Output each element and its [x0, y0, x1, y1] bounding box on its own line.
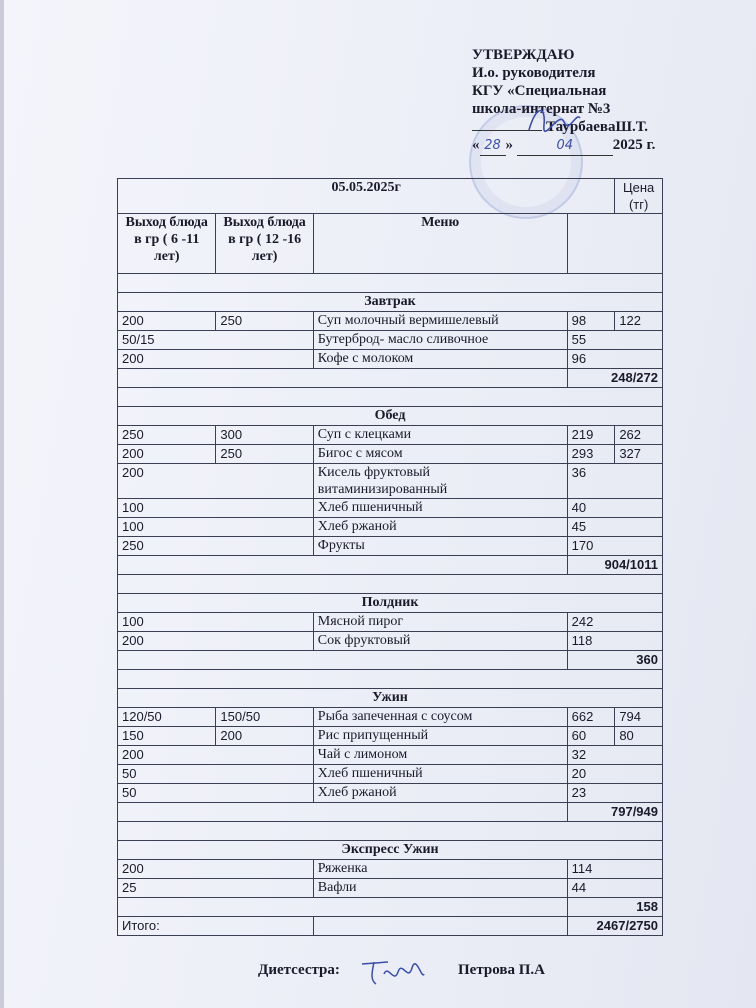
col-yield-junior-header: Выход блюда в гр ( 6 -11 лет) — [118, 214, 216, 274]
col-price-header-empty — [567, 214, 662, 274]
price-junior: 219 — [567, 426, 615, 445]
quote-close: » — [505, 137, 513, 153]
table-row — [118, 708, 663, 727]
table-row — [118, 860, 663, 879]
price-junior: 662 — [567, 708, 615, 727]
table-date-row — [118, 179, 663, 214]
yield-junior: 25 — [118, 879, 314, 898]
yield-junior: 200 — [118, 632, 314, 651]
yield-junior: 100 — [118, 518, 314, 537]
section-total: 360 — [567, 651, 662, 670]
total-spacer — [118, 556, 568, 575]
section-total-row — [118, 556, 663, 575]
yield-senior: 200 — [216, 727, 313, 746]
yield-junior: 250 — [118, 537, 314, 556]
price-junior: 55 — [567, 331, 662, 350]
yield-senior: 250 — [216, 445, 313, 464]
price-senior: 80 — [615, 727, 663, 746]
dish-name: Хлеб пшеничный — [313, 765, 567, 784]
section-title: Ужин — [118, 689, 663, 708]
price-junior: 118 — [567, 632, 662, 651]
section-total-row — [118, 898, 663, 917]
dish-name: Вафли — [313, 879, 567, 898]
total-spacer — [118, 369, 568, 388]
dietitian-signature — [358, 954, 428, 990]
dish-name: Кофе с молоком — [313, 350, 567, 369]
dish-name: Хлеб ржаной — [313, 784, 567, 803]
section-total: 248/272 — [567, 369, 662, 388]
col-yield-senior-header: Выход блюда в гр ( 12 -16 лет) — [216, 214, 313, 274]
yield-junior: 150 — [118, 727, 216, 746]
price-senior: 262 — [615, 426, 663, 445]
yield-senior: 150/50 — [216, 708, 313, 727]
table-row — [118, 312, 663, 331]
price-junior: 36 — [567, 464, 662, 499]
price-junior: 96 — [567, 350, 662, 369]
price-senior: 122 — [615, 312, 663, 331]
footer-name: Петрова П.А — [458, 962, 545, 978]
yield-senior: 300 — [216, 426, 313, 445]
table-row — [118, 727, 663, 746]
table-row — [118, 765, 663, 784]
document-sheet — [4, 0, 756, 1008]
dish-name: Бутерброд- масло сливочное — [313, 331, 567, 350]
price-junior: 60 — [567, 727, 615, 746]
total-spacer — [118, 803, 568, 822]
section-total: 797/949 — [567, 803, 662, 822]
table-row — [118, 879, 663, 898]
yield-junior: 200 — [118, 350, 314, 369]
spacer-cell — [118, 575, 663, 594]
table-row — [118, 537, 663, 556]
table-row — [118, 445, 663, 464]
approval-org: КГУ «Специальная — [472, 83, 607, 99]
price-junior: 242 — [567, 613, 662, 632]
section-row — [118, 594, 663, 613]
price-junior: 40 — [567, 499, 662, 518]
grand-total-row — [118, 917, 663, 936]
section-row — [118, 689, 663, 708]
col-menu-header: Меню — [313, 214, 567, 274]
yield-junior: 50/15 — [118, 331, 314, 350]
dish-name: Рыба запеченная с соусом — [313, 708, 567, 727]
dish-name: Суп молочный вермишелевый — [313, 312, 567, 331]
menu-table — [117, 178, 663, 936]
table-row — [118, 331, 663, 350]
approval-month: 04 — [517, 137, 613, 156]
price-junior: 23 — [567, 784, 662, 803]
price-junior: 114 — [567, 860, 662, 879]
approval-name: ТаурбаеваШ.Т. — [546, 119, 648, 135]
approval-title: УТВЕРЖДАЮ — [472, 47, 575, 63]
spacer-cell — [118, 822, 663, 841]
yield-junior: 50 — [118, 765, 314, 784]
price-junior: 32 — [567, 746, 662, 765]
dish-name: Ряженка — [313, 860, 567, 879]
price-junior: 20 — [567, 765, 662, 784]
spacer-cell — [118, 670, 663, 689]
dish-name: Мясной пирог — [313, 613, 567, 632]
section-title: Экспресс Ужин — [118, 841, 663, 860]
spacer-row — [118, 822, 663, 841]
yield-junior: 200 — [118, 860, 314, 879]
section-total-row — [118, 651, 663, 670]
dish-name: Бигос с мясом — [313, 445, 567, 464]
yield-junior: 100 — [118, 499, 314, 518]
table-row — [118, 350, 663, 369]
dish-name: Рис припущенный — [313, 727, 567, 746]
price-header: Цена (тг) — [615, 179, 663, 214]
footer — [258, 962, 578, 979]
price-junior: 293 — [567, 445, 615, 464]
section-title: Обед — [118, 407, 663, 426]
price-junior: 44 — [567, 879, 662, 898]
table-row — [118, 426, 663, 445]
dish-name: Хлеб пшеничный — [313, 499, 567, 518]
section-row — [118, 407, 663, 426]
approval-position: И.о. руководителя — [472, 65, 596, 81]
dish-name: Чай с лимоном — [313, 746, 567, 765]
yield-senior: 250 — [216, 312, 313, 331]
table-row — [118, 746, 663, 765]
dish-name: Суп с клецками — [313, 426, 567, 445]
total-spacer — [118, 651, 568, 670]
price-senior: 794 — [615, 708, 663, 727]
section-total: 904/1011 — [567, 556, 662, 575]
yield-junior: 250 — [118, 426, 216, 445]
yield-junior: 50 — [118, 784, 314, 803]
price-junior: 98 — [567, 312, 615, 331]
approval-day: 28 — [480, 137, 506, 156]
yield-junior: 120/50 — [118, 708, 216, 727]
spacer-row — [118, 670, 663, 689]
table-row — [118, 518, 663, 537]
grand-total-label: Итого: — [118, 917, 314, 936]
dish-name: Кисель фруктовый витаминизированный — [313, 464, 567, 499]
dish-name: Хлеб ржаной — [313, 518, 567, 537]
price-junior: 170 — [567, 537, 662, 556]
total-spacer — [118, 898, 568, 917]
yield-junior: 100 — [118, 613, 314, 632]
table-row — [118, 632, 663, 651]
table-row — [118, 784, 663, 803]
approval-year: 2025 г. — [612, 137, 656, 153]
table-row — [118, 499, 663, 518]
spacer-cell — [118, 274, 663, 293]
table-header-row — [118, 214, 663, 274]
grand-total-spacer — [313, 917, 567, 936]
table-row — [118, 613, 663, 632]
spacer-row — [118, 274, 663, 293]
dish-name: Фрукты — [313, 537, 567, 556]
spacer-cell — [118, 388, 663, 407]
yield-junior: 200 — [118, 746, 314, 765]
quote-open: « — [472, 137, 480, 153]
dish-name: Сок фруктовый — [313, 632, 567, 651]
section-total-row — [118, 369, 663, 388]
section-total: 158 — [567, 898, 662, 917]
spacer-row — [118, 388, 663, 407]
grand-total: 2467/2750 — [567, 917, 662, 936]
table-row — [118, 464, 663, 499]
approval-org-2: школа-интернат №3 — [472, 101, 611, 117]
price-junior: 45 — [567, 518, 662, 537]
director-signature — [524, 100, 584, 140]
section-total-row — [118, 803, 663, 822]
section-row — [118, 841, 663, 860]
price-senior: 327 — [615, 445, 663, 464]
section-row — [118, 293, 663, 312]
menu-date: 05.05.2025г — [118, 179, 615, 214]
yield-junior: 200 — [118, 464, 314, 499]
yield-junior: 200 — [118, 312, 216, 331]
yield-junior: 200 — [118, 445, 216, 464]
spacer-row — [118, 575, 663, 594]
footer-role: Диетсестра: — [258, 962, 340, 978]
section-title: Полдник — [118, 594, 663, 613]
section-title: Завтрак — [118, 293, 663, 312]
